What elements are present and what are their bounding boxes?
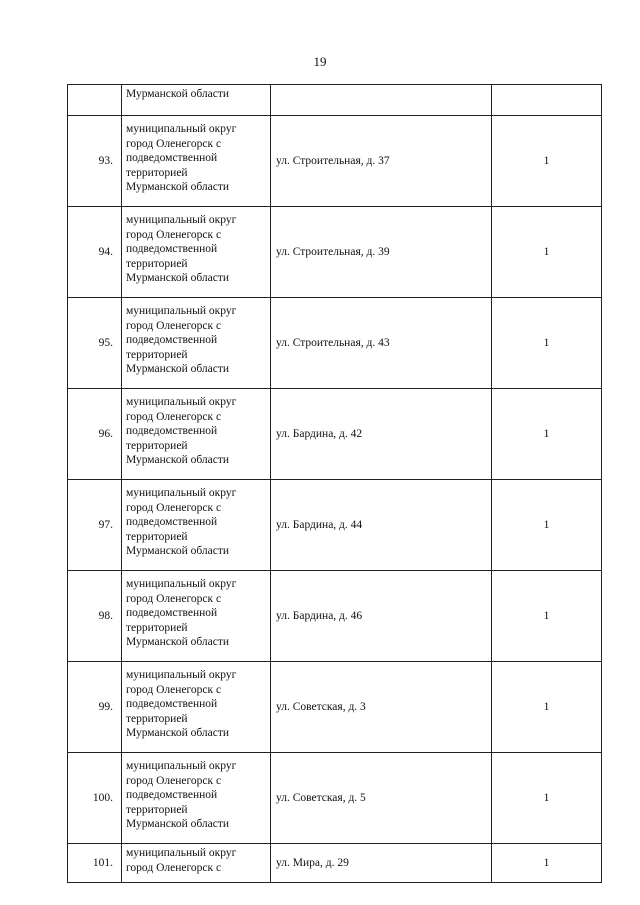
municipality-line: подведомственной	[126, 698, 218, 710]
row-number-cell: 97.	[68, 480, 122, 571]
address-cell: ул. Строительная, д. 43	[271, 298, 492, 389]
municipality-cell	[122, 662, 271, 753]
municipality-line: Мурманской области	[126, 272, 230, 284]
municipality-line: муниципальный округ	[126, 847, 237, 859]
municipality-cell	[122, 116, 271, 207]
municipality-line: подведомственной	[126, 607, 218, 619]
municipality-line: муниципальный округ	[126, 123, 237, 135]
table-row	[68, 480, 602, 571]
address-cell: ул. Советская, д. 3	[271, 662, 492, 753]
address-cell: ул. Строительная, д. 37	[271, 116, 492, 207]
municipality-line: подведомственной	[126, 152, 218, 164]
municipality-line: территорией	[126, 803, 188, 816]
table-row	[68, 753, 602, 844]
municipality-line: город Оленегорск с	[126, 501, 222, 514]
municipality-cell	[122, 571, 271, 662]
municipality-cell	[122, 480, 271, 571]
municipality-line: город Оленегорск с	[126, 774, 222, 787]
row-number-cell: 94.	[68, 207, 122, 298]
municipality-line: муниципальный округ	[126, 578, 237, 590]
municipality-cell	[122, 298, 271, 389]
municipality-cell	[122, 85, 271, 116]
quantity-cell: 1	[492, 207, 602, 298]
municipality-line: муниципальный округ	[126, 487, 237, 499]
municipality-line: территорией	[126, 257, 188, 270]
quantity-cell: 1	[492, 844, 602, 883]
municipality-line: город Оленегорск с	[126, 319, 222, 332]
municipality-line: муниципальный округ	[126, 305, 237, 317]
row-number-cell: 101.	[68, 844, 122, 883]
municipality-line: территорией	[126, 166, 188, 179]
page-number: 19	[313, 54, 327, 69]
row-number-cell: 98.	[68, 571, 122, 662]
address-cell: ул. Строительная, д. 39	[271, 207, 492, 298]
quantity-cell: 1	[492, 298, 602, 389]
municipality-cell	[122, 389, 271, 480]
municipality-line: Мурманской области	[126, 545, 230, 557]
row-number-cell	[68, 85, 122, 116]
row-number-cell: 96.	[68, 389, 122, 480]
quantity-cell: 1	[492, 571, 602, 662]
municipality-line: город Оленегорск с	[126, 683, 222, 696]
municipality-cell	[122, 753, 271, 844]
municipality-cell	[122, 207, 271, 298]
address-table-body	[68, 85, 602, 883]
address-cell: ул. Бардина, д. 42	[271, 389, 492, 480]
row-number-cell: 93.	[68, 116, 122, 207]
table-row	[68, 389, 602, 480]
table-row	[68, 662, 602, 753]
quantity-cell: 1	[492, 480, 602, 571]
table-row	[68, 207, 602, 298]
row-number-cell: 99.	[68, 662, 122, 753]
table-row-continuation	[68, 85, 602, 116]
municipality-line: город Оленегорск с	[126, 410, 222, 423]
municipality-line: Мурманской области	[126, 454, 230, 466]
municipality-line: территорией	[126, 439, 188, 452]
municipality-line: Мурманской области	[126, 727, 230, 739]
address-cell: ул. Мира, д. 29	[271, 844, 492, 883]
municipality-line: город Оленегорск с	[126, 592, 222, 605]
municipality-line: территорией	[126, 621, 188, 634]
address-cell: ул. Бардина, д. 46	[271, 571, 492, 662]
quantity-cell: 1	[492, 389, 602, 480]
municipality-line: подведомственной	[126, 425, 218, 437]
municipality-line: подведомственной	[126, 516, 218, 528]
municipality-line: территорией	[126, 712, 188, 725]
municipality-line: Мурманской области	[126, 181, 230, 193]
municipality-line: Мурманской области	[126, 818, 230, 830]
municipality-line: подведомственной	[126, 243, 218, 255]
municipality-line: муниципальный округ	[126, 214, 237, 226]
table-row	[68, 116, 602, 207]
address-table	[67, 84, 602, 883]
quantity-cell: 1	[492, 116, 602, 207]
row-number-cell: 100.	[68, 753, 122, 844]
quantity-cell: 1	[492, 662, 602, 753]
quantity-cell	[492, 85, 602, 116]
municipality-cell	[122, 844, 271, 883]
municipality-line: территорией	[126, 348, 188, 361]
row-number-cell: 95.	[68, 298, 122, 389]
table-row	[68, 844, 602, 883]
municipality-line: город Оленегорск с	[126, 228, 222, 241]
municipality-line: Мурманской области	[126, 363, 230, 375]
municipality-line: муниципальный округ	[126, 669, 237, 681]
municipality-line: Мурманской области	[126, 88, 230, 100]
municipality-line: подведомственной	[126, 789, 218, 801]
table-row	[68, 298, 602, 389]
address-cell: ул. Бардина, д. 44	[271, 480, 492, 571]
address-cell: ул. Советская, д. 5	[271, 753, 492, 844]
municipality-line: Мурманской области	[126, 636, 230, 648]
municipality-line: территорией	[126, 530, 188, 543]
table-row	[68, 571, 602, 662]
municipality-line: подведомственной	[126, 334, 218, 346]
address-cell	[271, 85, 492, 116]
municipality-line: муниципальный округ	[126, 760, 237, 772]
quantity-cell: 1	[492, 753, 602, 844]
municipality-line: муниципальный округ	[126, 396, 237, 408]
municipality-line: город Оленегорск с	[126, 861, 222, 874]
municipality-line: город Оленегорск с	[126, 137, 222, 150]
